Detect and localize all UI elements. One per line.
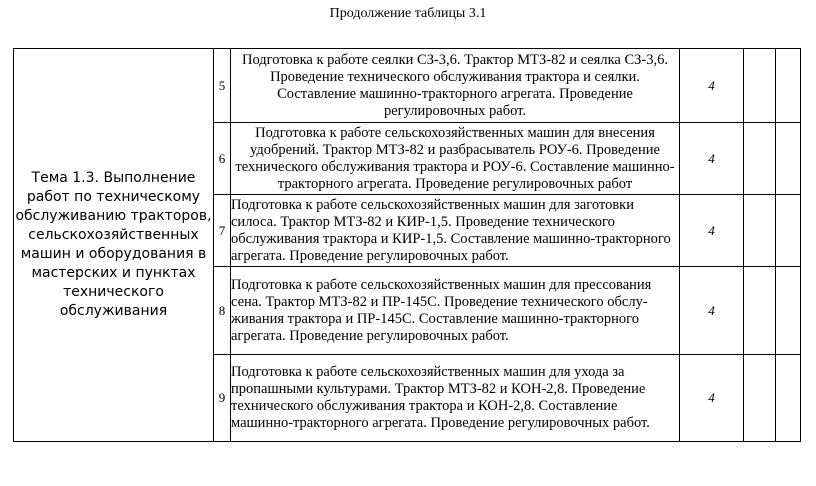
empty-cell bbox=[744, 123, 776, 195]
row-number: 5 bbox=[214, 49, 231, 123]
table-row bbox=[14, 49, 801, 123]
empty-cell bbox=[744, 355, 776, 442]
row-description: Подготовка к работе сельскохозяйственных машин для внесения удобрений. Трактор МТЗ-82 и разбрасыватель РОУ-6. Проведение технического обслуживания трактора и РОУ-6. Составление машинно-тракторного агрегата. Проведение регулировочных работ bbox=[231, 123, 680, 195]
row-hours: 4 bbox=[680, 49, 744, 123]
curriculum-table bbox=[13, 48, 801, 442]
empty-cell bbox=[776, 267, 801, 355]
row-hours: 4 bbox=[680, 267, 744, 355]
row-number: 6 bbox=[214, 123, 231, 195]
empty-cell bbox=[776, 49, 801, 123]
empty-cell bbox=[744, 195, 776, 267]
row-hours: 4 bbox=[680, 195, 744, 267]
topic-cell: Тема 1.3. Выполнение работ по техническому обслуживанию тракторов, сельскохозяйственных машин и оборудования в мастерских и пунктах технического обслуживания bbox=[14, 49, 214, 442]
row-number: 7 bbox=[214, 195, 231, 267]
table-caption: Продолжение таблицы 3.1 bbox=[329, 6, 487, 21]
row-description: Подготовка к работе сельскохозяйственных машин для ухода за пропашными культурами. Трактор МТЗ-82 и КОН-2,8. Проведение технического обслуживания трактора и КОН-2,8. Составление машинно-тракторного агрегата. Проведение регулировочных работ. bbox=[231, 355, 680, 442]
row-hours: 4 bbox=[680, 355, 744, 442]
row-number: 9 bbox=[214, 355, 231, 442]
empty-cell bbox=[744, 267, 776, 355]
empty-cell bbox=[776, 355, 801, 442]
empty-cell bbox=[776, 123, 801, 195]
empty-cell bbox=[744, 49, 776, 123]
row-hours: 4 bbox=[680, 123, 744, 195]
row-description: Подготовка к работе сельскохозяйственных машин для прессования сена. Трактор МТЗ-82 и ПР-145С. Проведение технического обслу-живания трактора и ПР-145С. Составление машинно-тракторного агрегата. Проведение регулировочных работ. bbox=[231, 267, 680, 355]
row-description: Подготовка к работе сеялки СЗ-3,6. Трактор МТЗ-82 и сеялка СЗ-3,6. Проведение технического обслуживания трактора и сеялки. Составление машинно-тракторного агрегата. Проведение регулировочных работ. bbox=[231, 49, 680, 123]
row-description: Подготовка к работе сельскохозяйственных машин для заготовки силоса. Трактор МТЗ-82 и КИР-1,5. Проведение технического обслуживания трактора и КИР-1,5. Составление машинно-тракторного агрегата. Проведение регулировочных работ. bbox=[231, 195, 680, 267]
empty-cell bbox=[776, 195, 801, 267]
row-number: 8 bbox=[214, 267, 231, 355]
